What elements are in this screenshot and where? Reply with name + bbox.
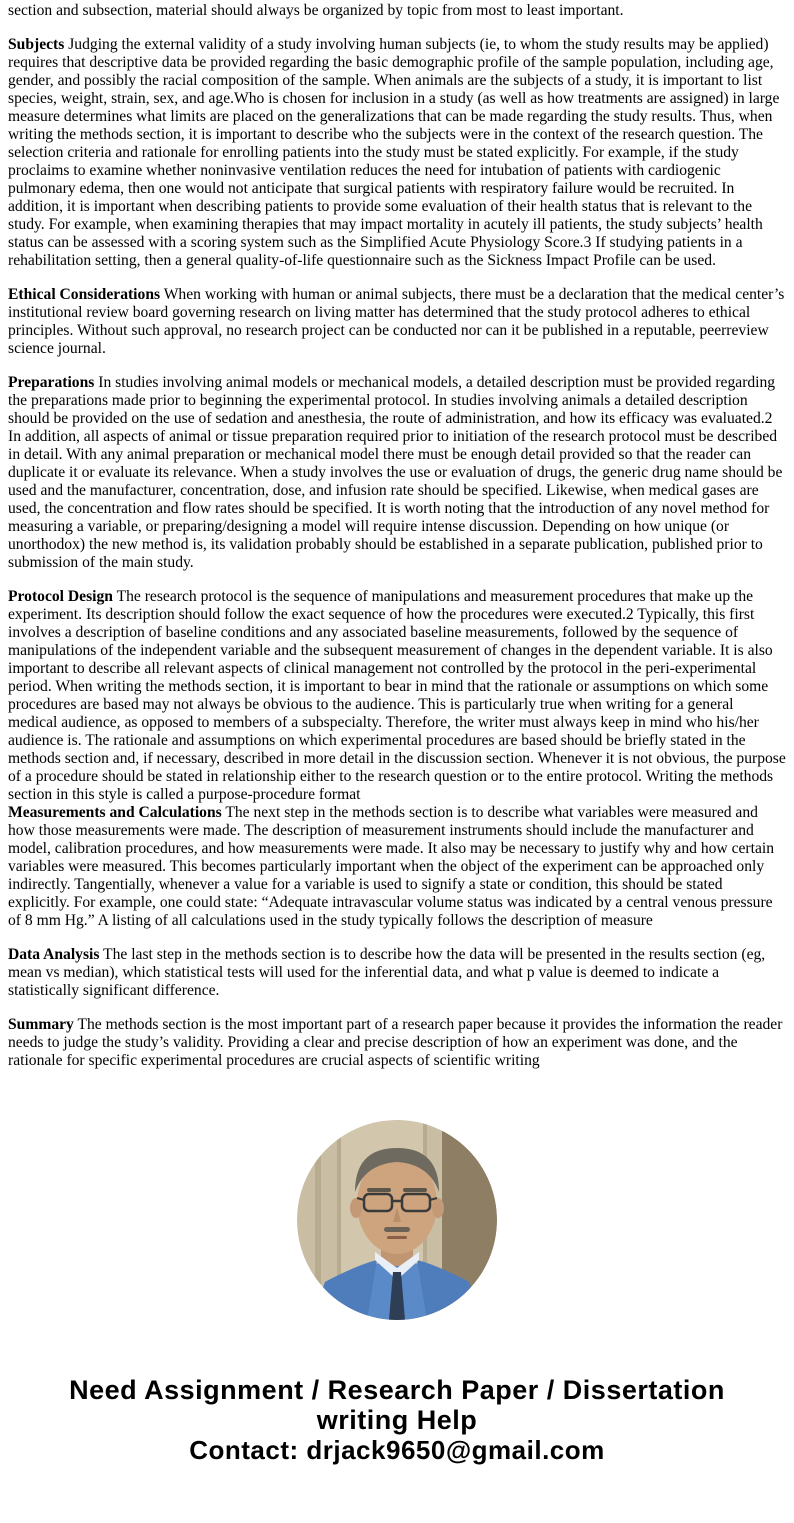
footer xyxy=(8,1375,786,1465)
section-ethical-considerations xyxy=(8,286,786,358)
section-preparations-heading: Preparations xyxy=(8,374,95,391)
section-data-analysis xyxy=(8,946,786,1000)
section-data-analysis-body: The last step in the methods section is to describe how the data will be presented in the results section (eg, mean vs median), which statistical tests will used for the inferential data, and what p value is deemed to indicate a statistically significant difference. xyxy=(8,946,766,999)
section-summary-body: The methods section is the most important part of a research paper because it provides the information the reader needs to judge the study’s validity. Providing a clear and precise description of how an experiment was done, and the rationale for specific experimental procedures are crucial aspects of scientific writing xyxy=(8,1016,783,1069)
section-measurements-heading: Measurements and Calculations xyxy=(8,804,222,821)
section-preparations-body: In studies involving animal models or mechanical models, a detailed description must be provided regarding the preparations made prior to beginning the experimental protocol. In studies involving animals a detailed description should be provided on the use of sedation and anesthesia, the route of administration, and how its efficacy was evaluated.2 In addition, all aspects of animal or tissue preparation required prior to initiation of the research protocol must be described in detail. With any animal preparation or mechanical model there must be enough detail provided so that the reader can duplicate it or evaluate its relevance. When a study involves the use or evaluation of drugs, the generic drug name should be used and the manufacturer, concentration, dose, and infusion rate should be specified. Likewise, when medical gases are used, the concentration and flow rates should be specified. It is worth noting that the introduction of any novel method for measuring a variable, or preparing/designing a model will require intense discussion. Depending on how unique (or unorthodox) the new method is, its validation probably should be established in a separate publication, published prior to submission of the main study. xyxy=(8,374,783,571)
author-photo-illustration xyxy=(297,1120,497,1320)
help-heading: Need Assignment / Research Paper / Dissertation writing Help xyxy=(69,1375,725,1435)
section-protocol-body: The research protocol is the sequence of manipulations and measurement procedures that make up the experiment. Its description should follow the exact sequence of how the procedures were executed.2 Typically, this first involves a description of baseline conditions and any associated baseline measurements, followed by the sequence of manipulations of the independent variable and the subsequent measurement of changes in the dependent variable. It is also important to describe all relevant aspects of clinical management not controlled by the protocol in the peri-experimental period. When writing the methods section, it is important to bear in mind that the rationale or assumptions on which some procedures are based may not always be obvious to the audience. This is particularly true when writing for a general medical audience, as opposed to members of a subspecialty. Therefore, the writer must always keep in mind who his/her audience is. The rationale and assumptions on which experimental procedures are based should be briefly stated in the methods section and, if necessary, described in more detail in the discussion section. Whenever it is not obvious, the purpose of a procedure should be stated in relationship either to the research question or to the entire protocol. Writing the methods section in this style is called a purpose-procedure format xyxy=(8,588,786,803)
section-preparations xyxy=(8,374,786,572)
section-data-analysis-heading: Data Analysis xyxy=(8,946,100,963)
intro-text: section and subsection, material should always be organized by topic from most to least important. xyxy=(8,2,624,19)
section-subjects xyxy=(8,36,786,270)
section-protocol-heading: Protocol Design xyxy=(8,588,113,605)
contact-line: Contact: drjack9650@gmail.com xyxy=(189,1435,605,1465)
author-photo-container xyxy=(8,1120,786,1320)
section-protocol-design xyxy=(8,588,786,804)
section-measurements-body: The next step in the methods section is to describe what variables were measured and how those measurements were made. The description of measurement instruments should include the manufacturer and model, calibration procedures, and how measurements were made. It also may be necessary to justify why and how certain variables were measured. This becomes particularly important when the object of the experiment can be approached only indirectly. Tangentially, whenever a value for a variable is used to signify a state or condition, this should be stated explicitly. For example, one could state: “Adequate intravascular volume status was indicated by a central venous pressure of 8 mm Hg.” A listing of all calculations used in the study typically follows the description of measure xyxy=(8,804,775,929)
section-subjects-body: Judging the external validity of a study involving human subjects (ie, to whom the study results may be applied) requires that descriptive data be provided regarding the basic demographic profile of the sample population, including age, gender, and possibly the racial composition of the sample. When animals are the subjects of a study, it is important to list species, weight, strain, sex, and age.Who is chosen for inclusion in a study (as well as how treatments are assigned) in large measure determines what limits are placed on the generalizations that can be made regarding the study results. Thus, when writing the methods section, it is important to describe who the subjects were in the context of the research question. The selection criteria and rationale for enrolling patients into the study must be stated explicitly. For example, if the study proclaims to examine whether noninvasive ventilation reduces the need for intubation of patients with cardiogenic pulmonary edema, then one would not anticipate that surgical patients with respiratory failure would be recruited. In addition, it is important when describing patients to provide some evaluation of their health status that is relevant to the study. For example, when examining therapies that may impact mortality in acutely ill patients, the study subjects’ health status can be assessed with a scoring system such as the Simplified Acute Physiology Score.3 If studying patients in a rehabilitation setting, then a general quality-of-life questionnaire such as the Sickness Impact Profile can be used. xyxy=(8,36,780,269)
section-measurements-calculations xyxy=(8,804,786,930)
section-summary-heading: Summary xyxy=(8,1016,74,1033)
author-photo xyxy=(297,1120,497,1320)
intro-paragraph xyxy=(8,2,786,20)
section-summary xyxy=(8,1016,786,1070)
section-subjects-heading: Subjects xyxy=(8,36,65,53)
section-ethical-body: When working with human or animal subjects, there must be a declaration that the medical center’s institutional review board governing research on living matter has determined that the study protocol adheres to ethical principles. Without such approval, no research project can be conducted nor can it be published in a reputable, peerreview science journal. xyxy=(8,286,785,357)
section-ethical-heading: Ethical Considerations xyxy=(8,286,161,303)
